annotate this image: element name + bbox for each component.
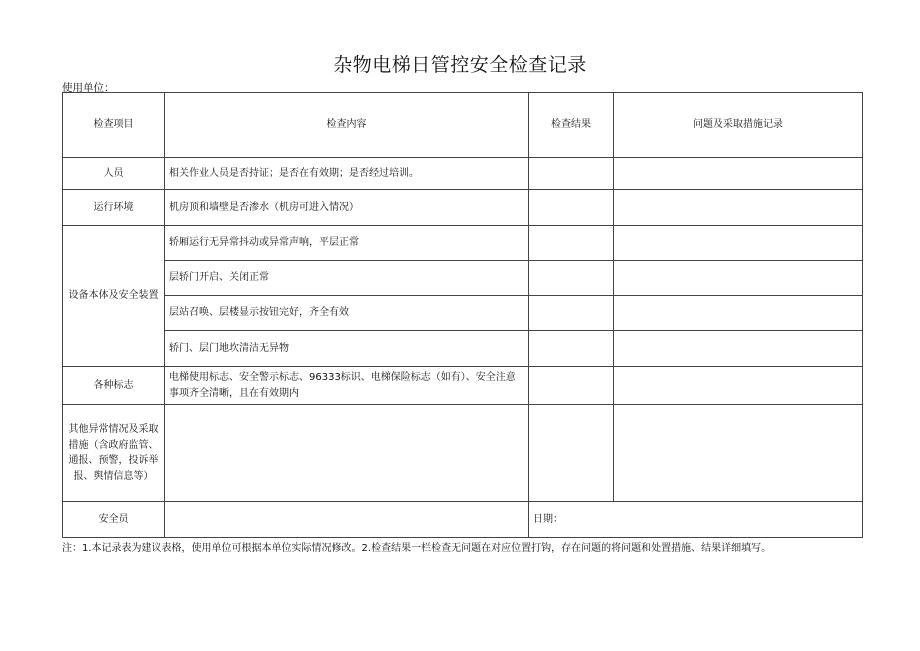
result-cell-equipment-4[interactable] [529,331,614,367]
table-row [63,261,863,296]
measures-cell-personnel[interactable] [614,158,863,190]
date-cell[interactable] [529,502,863,538]
table-row [63,158,863,190]
item-safety-officer: 安全员 [63,502,165,538]
content-personnel: 相关作业人员是否持证；是否在有效期；是否经过培训。 [165,158,529,190]
table-row [63,190,863,226]
content-equipment-1: 轿厢运行无异常抖动或异常声响，平层正常 [165,226,529,261]
measures-cell-environment[interactable] [614,190,863,226]
header-result: 检查结果 [529,93,614,158]
item-personnel: 人员 [63,158,165,190]
measures-cell-other[interactable] [614,405,863,502]
result-cell-signs[interactable] [529,367,614,405]
page-title: 杂物电梯日管控安全检查记录 [333,54,587,76]
measures-cell-equipment-3[interactable] [614,296,863,331]
item-other: 其他异常情况及采取措施（含政府监管、通报、预警，投诉举报、舆情信息等） [63,405,165,502]
measures-cell-equipment-2[interactable] [614,261,863,296]
header-content: 检查内容 [165,93,529,158]
table-row [63,405,863,502]
inspection-table [62,92,863,538]
result-cell-personnel[interactable] [529,158,614,190]
header-item: 检查项目 [63,93,165,158]
measures-cell-equipment-1[interactable] [614,226,863,261]
item-equipment: 设备本体及安全装置 [63,226,165,367]
footnote: 注：1.本记录表为建议表格，使用单位可根据本单位实际情况修改。2.检查结果一栏检查无问题在对应位置打钩，存在问题的将问题和处置措施、结果详细填写。 [62,543,772,554]
table-row [63,296,863,331]
result-cell-environment[interactable] [529,190,614,226]
table-row [63,367,863,405]
table-header-row [63,93,863,158]
content-environment: 机房顶和墙壁是否渗水（机房可进入情况） [165,190,529,226]
content-signs: 电梯使用标志、安全警示标志、96333标识、电梯保险标志（如有）、安全注意事项齐全清晰，且在有效期内 [165,367,529,405]
safety-officer-signature-cell[interactable] [165,502,529,538]
content-equipment-3: 层站召唤、层楼显示按钮完好，齐全有效 [165,296,529,331]
measures-cell-equipment-4[interactable] [614,331,863,367]
table-row [63,331,863,367]
content-equipment-2: 层轿门开启、关闭正常 [165,261,529,296]
result-cell-equipment-3[interactable] [529,296,614,331]
result-cell-equipment-1[interactable] [529,226,614,261]
item-signs: 各种标志 [63,367,165,405]
result-cell-equipment-2[interactable] [529,261,614,296]
measures-cell-signs[interactable] [614,367,863,405]
result-cell-other[interactable] [529,405,614,502]
content-cell-other[interactable] [165,405,529,502]
item-environment: 运行环境 [63,190,165,226]
header-measures: 问题及采取措施记录 [614,93,863,158]
table-row [63,502,863,538]
table-row [63,226,863,261]
user-unit-label: 使用单位： [62,82,115,94]
content-equipment-4: 轿门、层门地坎清洁无异物 [165,331,529,367]
date-label: 日期： [533,513,563,525]
